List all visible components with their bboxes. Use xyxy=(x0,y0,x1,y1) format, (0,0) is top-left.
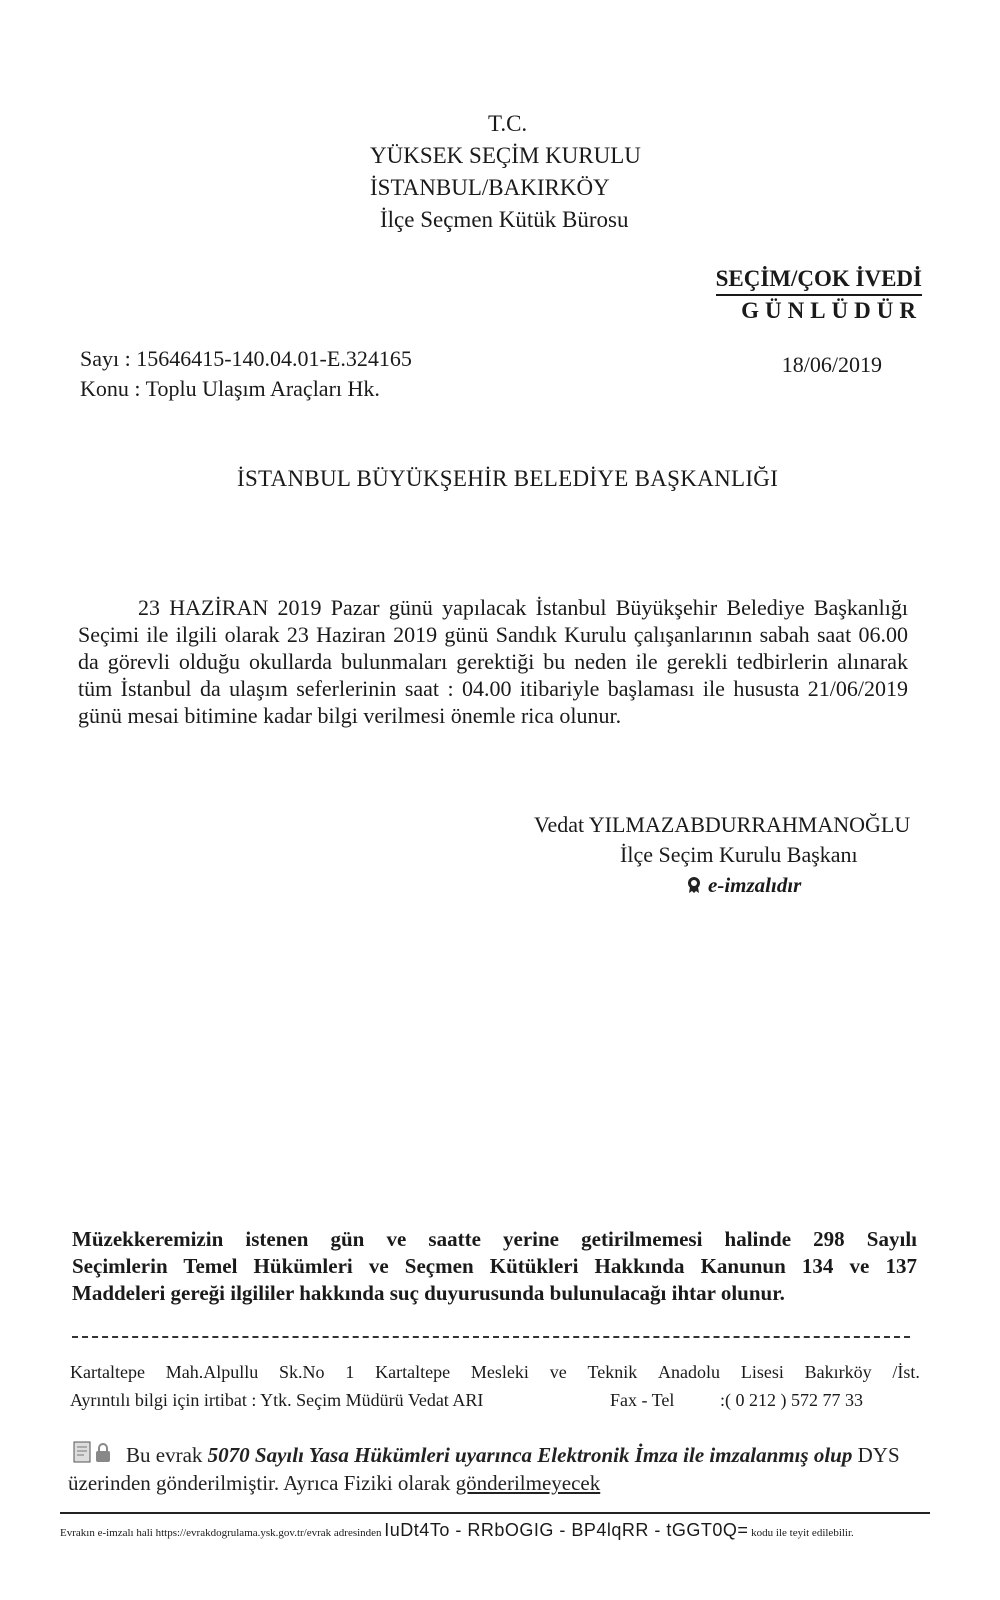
urgency-daily: GÜNLÜDÜR xyxy=(741,298,922,323)
reference-block xyxy=(80,344,412,404)
address-word: Mesleki xyxy=(470,1362,529,1382)
letterhead-location: İSTANBUL/BAKIRKÖY xyxy=(370,175,610,200)
warning-notice xyxy=(72,1226,917,1307)
document-lock-icon xyxy=(68,1440,118,1466)
warning-line: Müzekkeremizin istenen gün ve saatte yerine getirilmemesi halinde 298 Sayılı xyxy=(72,1227,917,1251)
dashed-divider xyxy=(72,1336,910,1338)
urgency-label: SEÇİM/ÇOK İVEDİ xyxy=(716,264,922,296)
signer-name: Vedat YILMAZABDURRAHMANOĞLU xyxy=(534,812,911,837)
body-text xyxy=(78,594,908,729)
letterhead-office: İlçe Seçmen Kütük Bürosu xyxy=(380,207,629,232)
document-date: 18/06/2019 xyxy=(781,352,882,377)
signature-block xyxy=(534,810,910,900)
dys-notice xyxy=(68,1440,928,1497)
e-signature-label: e-imzalıdır xyxy=(708,873,802,897)
body-paragraph: 23 HAZİRAN 2019 Pazar günü yapılacak İstanbul Büyükşehir Belediye Başkanlığı Seçimi ile ilgili olarak 23 Haziran 2019 günü Sandık Kurulu çalışanlarının sabah saat 06.00 da görevli olduğu okullarda bulunmaları gerektiği bu neden ile gerekli tedbirlerin alınarak tüm İstanbul da ulaşım seferlerinin saat : 04.00 itibariyle başlaması ile hususta 21/06/2019 günü mesai bitimine kadar bilgi verilmesi önemle rica olunur. xyxy=(78,595,908,728)
seal-icon xyxy=(686,876,702,894)
verification-line xyxy=(60,1520,854,1541)
address-word: Mah.Alpullu xyxy=(165,1362,259,1382)
verification-code: IuDt4To - RRbOGIG - BP4lqRR - tGGT0Q= xyxy=(384,1520,749,1540)
contact-info: Ayrıntılı bilgi için irtibat : Ytk. Seçim Müdürü Vedat ARI xyxy=(70,1390,484,1410)
letterhead xyxy=(370,108,641,236)
address-word: ve xyxy=(549,1362,567,1382)
address-word: Lisesi xyxy=(740,1362,784,1382)
phone-number: :( 0 212 ) 572 77 33 xyxy=(720,1390,863,1410)
address-word: Sk.No xyxy=(279,1362,325,1382)
address-word: /İst. xyxy=(892,1362,920,1382)
address-word: Teknik xyxy=(587,1362,638,1382)
reference-subject: Konu : Toplu Ulaşım Araçları Hk. xyxy=(80,376,380,401)
dys-legal-text: 5070 Sayılı Yasa Hükümleri uyarınca Elektronik İmza ile imzalanmış olup xyxy=(207,1443,853,1467)
letterhead-tc: T.C. xyxy=(488,111,528,136)
signer-title: İlçe Seçim Kurulu Başkanı xyxy=(620,842,858,867)
recipient: İSTANBUL BÜYÜKŞEHİR BELEDİYE BAŞKANLIĞI xyxy=(237,466,779,491)
dys-not-sent: gönderilmeyecek xyxy=(455,1471,601,1495)
urgency-block xyxy=(716,264,922,326)
footer-divider xyxy=(60,1512,930,1514)
address-word: 1 xyxy=(345,1362,355,1382)
warning-line: Seçimlerin Temel Hükümleri ve Seçmen Kütükleri Hakkında Kanunun 134 ve 137 xyxy=(72,1254,917,1278)
address-line xyxy=(70,1358,920,1386)
dys-part1: Bu evrak xyxy=(126,1443,203,1467)
address-word: Kartaltepe xyxy=(70,1362,145,1382)
address-word: Bakırköy xyxy=(804,1362,872,1382)
warning-line: Maddeleri gereği ilgililer hakkında suç duyurusunda bulunulacağı ihtar olunur. xyxy=(72,1281,785,1305)
verification-suffix: kodu ile teyit edilebilir. xyxy=(751,1527,854,1539)
e-signature xyxy=(534,870,910,900)
dys-part3: DYS üzerinden gönderilmiştir. Ayrıca Fiziki olarak xyxy=(68,1443,900,1495)
verification-prefix: Evrakın e-imzalı hali https://evrakdogrulama.ysk.gov.tr/evrak adresinden xyxy=(60,1527,382,1539)
address-word: Anadolu xyxy=(658,1362,721,1382)
contact-block xyxy=(70,1358,920,1414)
address-word: Kartaltepe xyxy=(375,1362,451,1382)
reference-number: Sayı : 15646415-140.04.01-E.324165 xyxy=(80,346,412,371)
letterhead-institution: YÜKSEK SEÇİM KURULU xyxy=(370,143,641,168)
fax-label: Fax - Tel xyxy=(610,1390,675,1410)
